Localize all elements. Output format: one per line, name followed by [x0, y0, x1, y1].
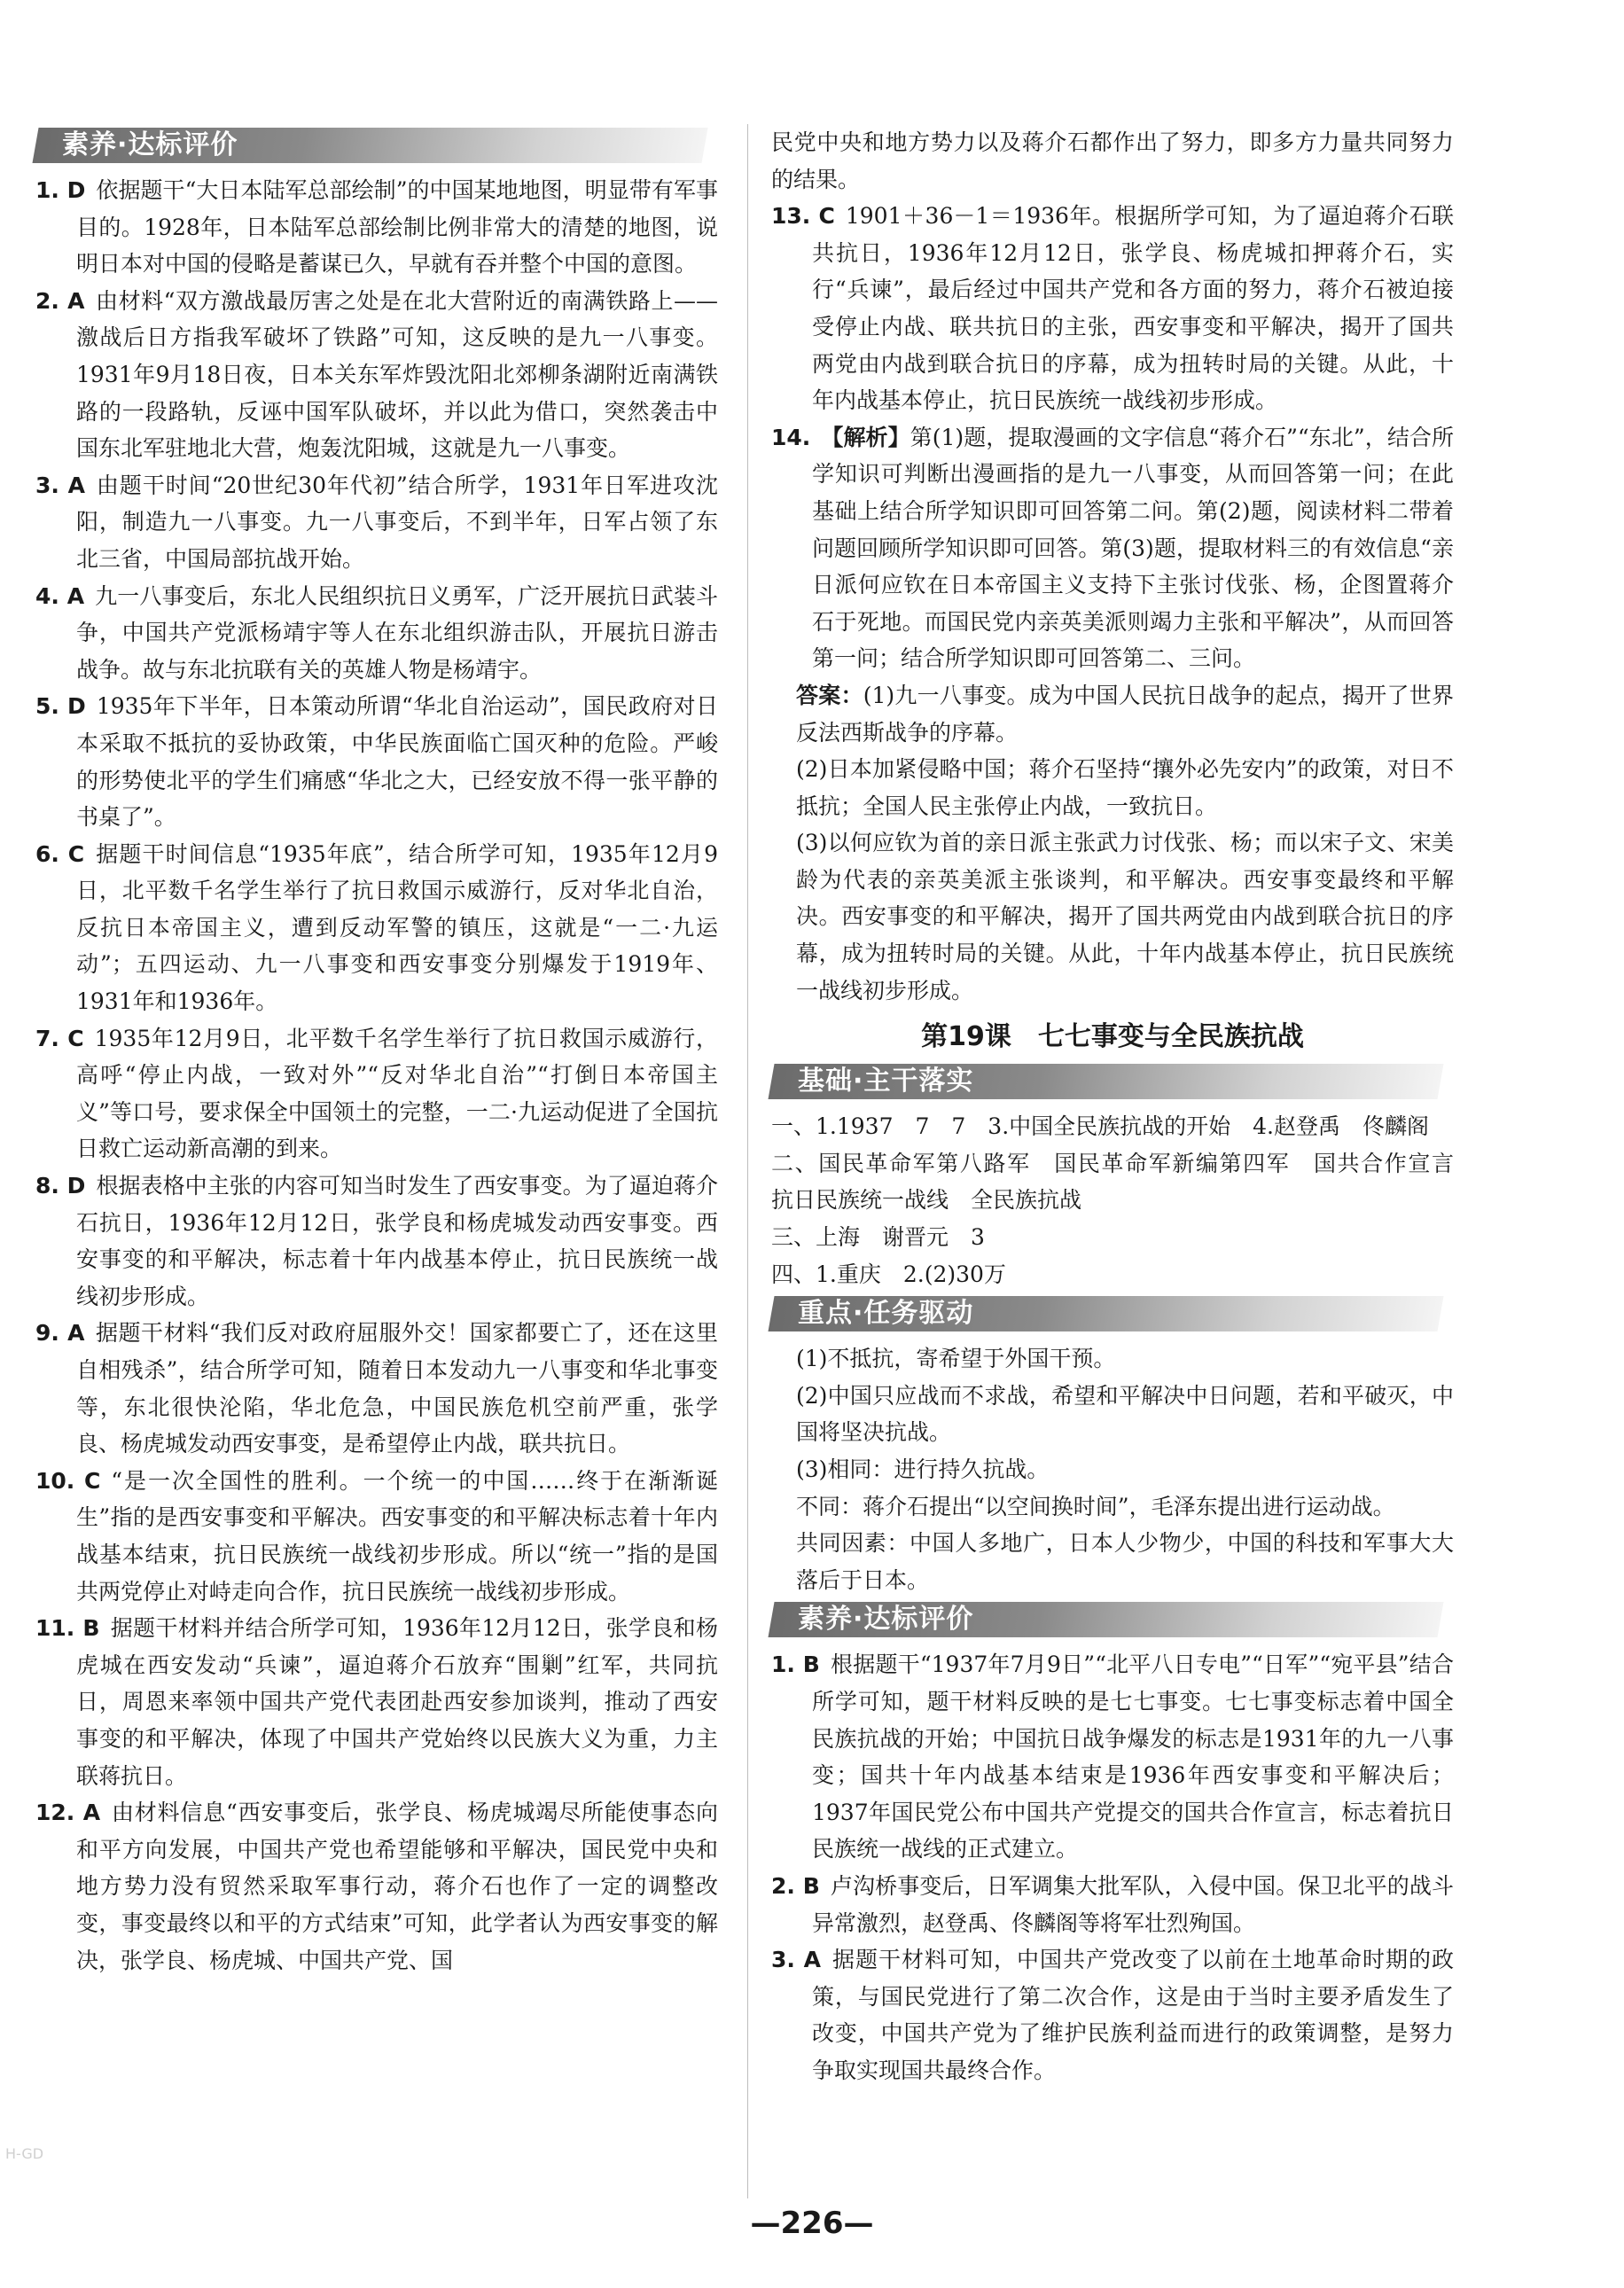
- left-column: [35, 124, 718, 1979]
- list-line: 共同因素：中国人多地广，日本人少物少，中国的科技和军事大大落后于日本。: [796, 1530, 1454, 1593]
- answer-choice: 11. B: [35, 1615, 100, 1642]
- section-banner-suyang: 素养·达标评价: [32, 128, 707, 163]
- answer-item: [35, 1610, 718, 1794]
- answer-item: [35, 172, 718, 283]
- answer-list-left: [35, 172, 718, 1979]
- page-number: —226—: [750, 2206, 874, 2241]
- watermark: H-GD: [5, 2145, 44, 2162]
- answer-item: [35, 1794, 718, 1979]
- answer-explanation: 据题干时间信息“1935年底”，结合所学可知，1935年12月9日，北平数千名学生举行了抗日救国示威游行，反对华北自治，反抗日本帝国主义，遭到反动军警的镇压，这就是“一二·九运动”；五四运动、九一八事变和西安事变分别爆发于1919年、1931年和1936年。: [76, 840, 718, 1015]
- answer-explanation: 由题干时间“20世纪30年代初”结合所学，1931年日军进攻沈阳，制造九一八事变。九一八事变后，不到半年，日军占领了东北三省，中国局部抗战开始。: [76, 472, 718, 572]
- answer-choice: 1. D: [35, 177, 86, 203]
- answer-item-13: 13. C 1901＋36－1＝1936年。根据所学可知，为了逼迫蒋介石联共抗日，1936年12月12日，张学良、杨虎城扣押蒋介石，实行“兵谏”，最后经过中国共产党和各方面的努力，蒋介石被迫接受停止内战、联共抗日的主张，西安事变和平解决，揭开了国共两党由内战到联合抗日的序幕，成为扭转时局的关键。从此，十年内战基本停止，抗日民族统一战线初步形成。: [771, 203, 1454, 414]
- answer-explanation: 据题干材料并结合所学可知，1936年12月12日，张学良和杨虎城在西安发动“兵谏”，逼迫蒋介石放弃“围剿”红军，共同抗日，周恩来率领中国共产党代表团赴西安参加谈判，推动了西安事变的和平解决，体现了中国共产党始终以民族大义为重，力主联蒋抗日。: [76, 1615, 719, 1789]
- answer-choice: 4. A: [35, 582, 85, 609]
- answer-choice: 7. C: [35, 1025, 84, 1051]
- list-line: 一、1.1937 7 7 3.中国全民族抗战的开始 4.赵登禹 佟麟阁: [771, 1113, 1429, 1140]
- answer-item: [771, 1941, 1454, 2089]
- answer-item: [35, 1167, 718, 1315]
- answer-explanation: 根据题干“1937年7月9日”“北平八日专电”“日军”“宛平县”结合所学可知，题干材料反映的是七七事变。七七事变标志着中国全民族抗战的开始；中国抗日战争爆发的标志是1931年的九一八事变；国共十年内战基本结束是1936年西安事变和平解决后；1937年国民党公布中国共产党提交的国共合作宣言，标志着抗日民族统一战线的正式建立。: [812, 1652, 1454, 1862]
- answer-14-part3: (3)以何应钦为首的亲日派主张武力讨伐张、杨；而以宋子文、宋美龄为代表的亲英美派主张谈判，和平解决。西安事变最终和平解决。西安事变的和平解决，揭开了国共两党由内战到联合抗日的序幕，成为扭转时局的关键。从此，十年内战基本停止，抗日民族统一战线初步形成。: [796, 830, 1454, 1003]
- answer-item: [35, 836, 718, 1020]
- answer-item: [771, 1868, 1454, 1941]
- answer-choice: 10. C: [35, 1467, 101, 1494]
- answer-explanation: 依据题干“大日本陆军总部绘制”的中国某地地图，明显带有军事目的。1928年，日本陆军总部绘制比例非常大的清楚的地图，说明日本对中国的侵略是蓄谋已久，早就有吞并整个中国的意图。: [76, 177, 718, 277]
- answer-item: [35, 1020, 718, 1167]
- answer-explanation: 1935年下半年，日本策动所谓“华北自治运动”，国民政府对日本采取不抵抗的妥协政策，中华民族面临亡国灭种的危险。严峻的形势使北平的学生们痛感“华北之大，已经安放不得一张平静的书桌了”。: [76, 693, 718, 831]
- answer-item: [35, 688, 718, 835]
- list-line: (2)中国只应战而不求战，希望和平解决中日问题，若和平破灭，中国将坚决抗战。: [796, 1382, 1454, 1446]
- answer-choice: 8. D: [35, 1173, 86, 1199]
- answer-choice: 9. A: [35, 1320, 85, 1347]
- answer-explanation: 1935年12月9日，北平数千名学生举行了抗日救国示威游行，高呼“停止内战，一致对外”“反对华北自治”“打倒日本帝国主义”等口号，要求保全中国领土的完整，一二·九运动促进了全国抗日救亡运动新高潮的到来。: [76, 1025, 718, 1162]
- answer-14-part2: (2)日本加紧侵略中国；蒋介石坚持“攘外必先安内”的政策，对日不抵抗；全国人民主张停止内战，一致抗日。: [796, 756, 1454, 819]
- answer-choice: 2. B: [771, 1872, 820, 1899]
- answer-14-part1: 答案：(1)九一八事变。成为中国人民抗日战争的起点，揭开了世界反法西斯战争的序幕。: [796, 682, 1454, 746]
- answer-explanation: 据题干材料“我们反对政府屈服外交！国家都要亡了，还在这里自相残杀”，结合所学可知，随着日本发动九一八事变和华北事变等，东北很快沦陷，华北危急，中国民族危机空前严重，张学良、杨虎城发动西安事变，是希望停止内战，联共抗日。: [76, 1320, 718, 1457]
- continued-text: 民党中央和地方势力以及蒋介石都作出了努力，即多方力量共同努力的结果。: [771, 129, 1454, 192]
- answer-item: [771, 1646, 1454, 1868]
- answer-choice: 3. A: [35, 472, 85, 498]
- list-line: 四、1.重庆 2.(2)30万: [771, 1261, 1006, 1287]
- section-banner-zhongdian: 重点·任务驱动: [768, 1296, 1443, 1331]
- answer-explanation: 由材料信息“西安事变后，张学良、杨虎城竭尽所能使事态向和平方向发展，中国共产党也希望能够和平解决，国民党中央和地方势力没有贸然采取军事行动，蒋介石也作了一定的调整改变，事变最终以和平的方式结束”可知，此学者认为西安事变的解决，张学良、杨虎城、中国共产党、国: [76, 1800, 718, 1973]
- answer-explanation: 由材料“双方激战最厉害之处是在北大营附近的南满铁路上——激战后日方指我军破坏了铁路”可知，这反映的是九一八事变。1931年9月18日夜，日本关东军炸毁沈阳北郊柳条湖附近南满铁路的一段路轨，反诬中国军队破坏，并以此为借口，突然袭击中国东北军驻地北大营，炮轰沈阳城，这就是九一八事变。: [76, 287, 718, 462]
- list-line: 二、国民革命军第八路军 国民革命军新编第四军 国共合作宣言 抗日民族统一战线 全民族抗战: [771, 1150, 1477, 1214]
- answer-choice: 3. A: [771, 1947, 821, 1973]
- answer-item: [35, 283, 718, 467]
- answer-explanation: 卢沟桥事变后，日军调集大批军队，入侵中国。保卫北平的战斗异常激烈，赵登禹、佟麟阁等将军壮烈殉国。: [812, 1872, 1454, 1936]
- right-column: [771, 124, 1477, 2089]
- answer-item: [35, 578, 718, 689]
- answer-choice: 1. B: [771, 1652, 820, 1678]
- key-points-list: [771, 1340, 1454, 1598]
- list-line: (1)不抵抗，寄希望于外国干预。: [796, 1346, 1116, 1372]
- list-line: (3)相同：进行持久抗战。: [796, 1456, 1050, 1482]
- answer-explanation: “是一次全国性的胜利。一个统一的中国……终于在渐渐诞生”指的是西安事变和平解决。西安事变的和平解决标志着十年内战基本结束，抗日民族统一战线初步形成。所以“统一”指的是国共两党停止对峙走向合作，抗日民族统一战线初步形成。: [76, 1467, 718, 1605]
- answer-choice: 5. D: [35, 693, 86, 720]
- answer-explanation: 据题干材料可知，中国共产党改变了以前在土地革命时期的政策，与国民党进行了第二次合作，这是由于当时主要矛盾发生了改变，中国共产党为了维护民族利益而进行的政策调整，是努力争取实现国共最终合作。: [812, 1947, 1454, 2083]
- lesson-title: 第19课 七七事变与全民族抗战: [921, 1021, 1304, 1053]
- column-divider: [747, 124, 748, 2198]
- answer-choice: 2. A: [35, 287, 85, 314]
- answer-item: [35, 1463, 718, 1610]
- answer-explanation: 九一八事变后，东北人民组织抗日义勇军，广泛开展抗日武装斗争，中国共产党派杨靖宇等人在东北组织游击队，开展抗日游击战争。故与东北抗联有关的英雄人物是杨靖宇。: [76, 582, 718, 683]
- list-line: 不同：蒋介石提出“以空间换时间”，毛泽东提出进行运动战。: [796, 1493, 1395, 1519]
- list-line: 三、上海 谢晋元 3: [771, 1224, 985, 1251]
- answer-choice: 6. C: [35, 840, 85, 867]
- section-banner-jichu: 基础·主干落实: [768, 1064, 1443, 1099]
- answer-item-14: 14. 【解析】第(1)题，提取漫画的文字信息“蒋介石”“东北”，结合所学知识可判断出漫画指的是九一八事变，从而回答第一问；在此基础上结合所学知识即可回答第二问。第(2)题，阅读材料二带着问题回顾所学知识即可回答。第(3)题，提取材料三的有效信息“亲日派何应钦在日本帝国主义支持下主张讨伐张、杨，企图置蒋介石于死地。而国民党内亲英美派则竭力主张和平解决”，从而回答第一问；结合所学知识即可回答第二、三问。: [771, 424, 1454, 672]
- basics-list: [771, 1108, 1477, 1292]
- section-banner-suyang-2: 素养·达标评价: [768, 1602, 1443, 1637]
- answer-list-right: [771, 1646, 1454, 2089]
- answer-choice: 12. A: [35, 1800, 101, 1826]
- answer-item: [35, 1315, 718, 1462]
- answer-item: [35, 467, 718, 578]
- answer-explanation: 根据表格中主张的内容可知当时发生了西安事变。为了逼迫蒋介石抗日，1936年12月12日，张学良和杨虎城发动西安事变。西安事变的和平解决，标志着十年内战基本停止，抗日民族统一战线初步形成。: [76, 1173, 718, 1309]
